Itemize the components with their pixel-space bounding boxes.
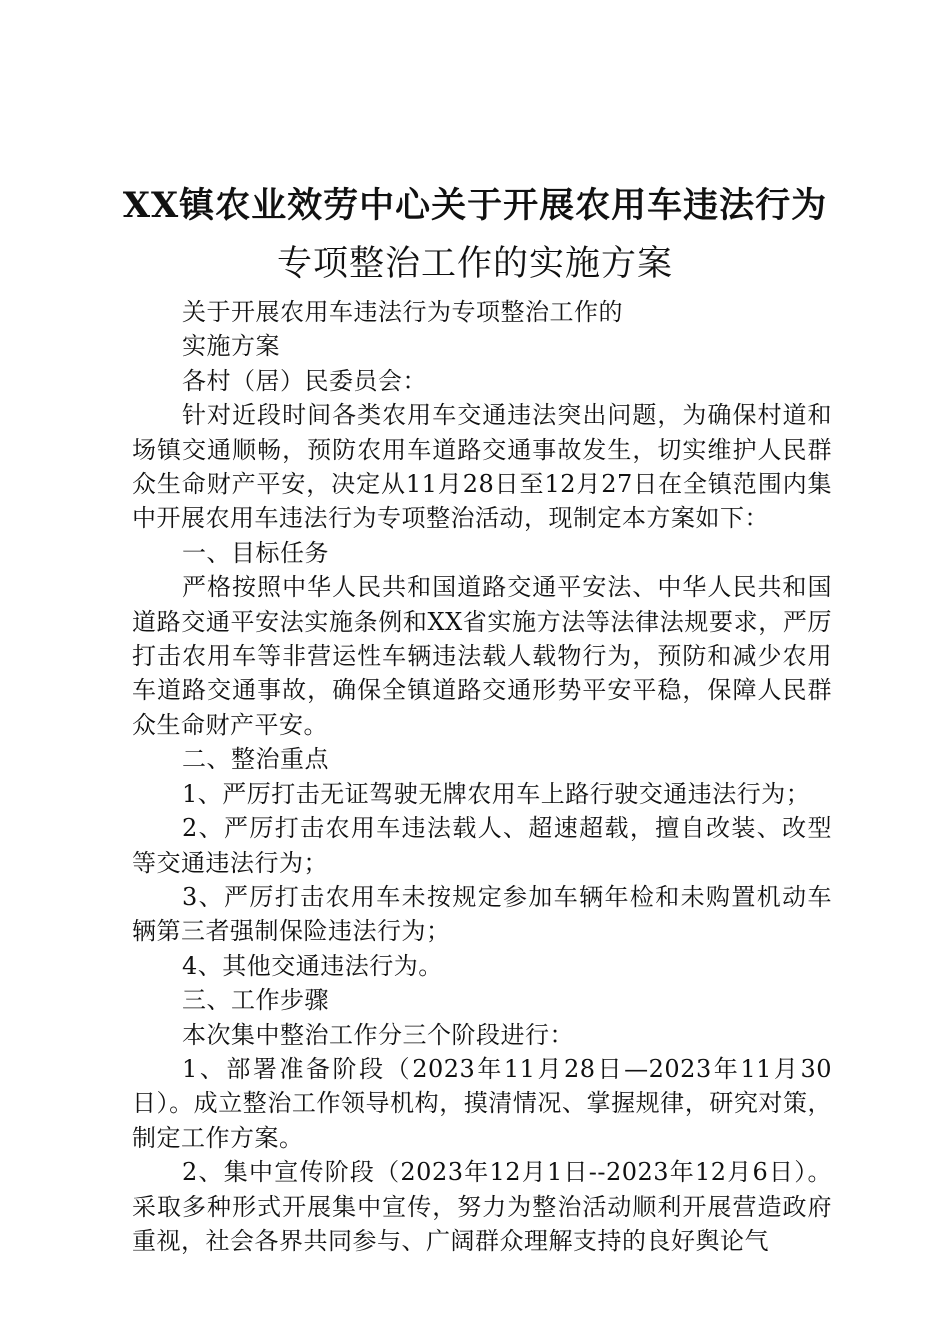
- section-heading-3: 三、工作步骤: [182, 986, 329, 1015]
- list-item-1: 1、严厉打击无证驾驶无牌农用车上路行驶交通违法行为；: [182, 779, 811, 808]
- list-item-2: 2、严厉打击农用车违法载人、超速超载，擅自改装、改型等交通违法行为；: [132, 814, 832, 877]
- section-heading-1: 一、目标任务: [182, 538, 329, 567]
- document-title-line-1: XX镇农业效劳中心关于开展农用车违法行为: [122, 185, 828, 226]
- document-body: [132, 295, 832, 1258]
- section-3-intro: 本次集中整治工作分三个阶段进行：: [182, 1020, 574, 1049]
- list-item-4: 4、其他交通违法行为。: [182, 951, 443, 980]
- stage-2-paragraph: 2、集中宣传阶段（2023年12月1日--2023年12月6日）。采取多种形式开展集中宣传，努力为整治活动顺利开展营造政府重视，社会各界共同参与、广阔群众理解支持的良好舆论气: [132, 1158, 832, 1255]
- salutation: 各村（居）民委员会：: [182, 366, 427, 395]
- subtitle-line-1: 关于开展农用车违法行为专项整治工作的: [182, 298, 623, 326]
- subtitle-line-2: 实施方案: [182, 332, 280, 361]
- stage-1-paragraph: 1、部署准备阶段（2023年11月28日—2023年11月30日）。成立整治工作领导机构，摸清情况、掌握规律，研究对策，制定工作方案。: [132, 1054, 832, 1152]
- list-item-3: 3、严厉打击农用车未按规定参加车辆年检和未购置机动车辆第三者强制保险违法行为；: [132, 882, 832, 946]
- section-heading-2: 二、整治重点: [182, 745, 329, 774]
- document-title-line-2: 专项整治工作的实施方案: [276, 244, 673, 284]
- section-1-paragraph: 严格按照中华人民共和国道路交通平安法、中华人民共和国道路交通平安法实施条例和XX省实施方法等法律法规要求，严厉打击农用车等非营运性车辆违法载人载物行为，预防和减少农用车道路交通事故，确保全镇道路交通形势平安平稳，保障人民群众生命财产平安。: [132, 573, 832, 739]
- intro-paragraph: 针对近段时间各类农用车交通违法突出问题，为确保村道和场镇交通顺畅，预防农用车道路交通事故发生，切实维护人民群众生命财产平安，决定从11月28日至12月27日在全镇范围内集中开展农用车违法行为专项整治活动，现制定本方案如下：: [132, 401, 832, 533]
